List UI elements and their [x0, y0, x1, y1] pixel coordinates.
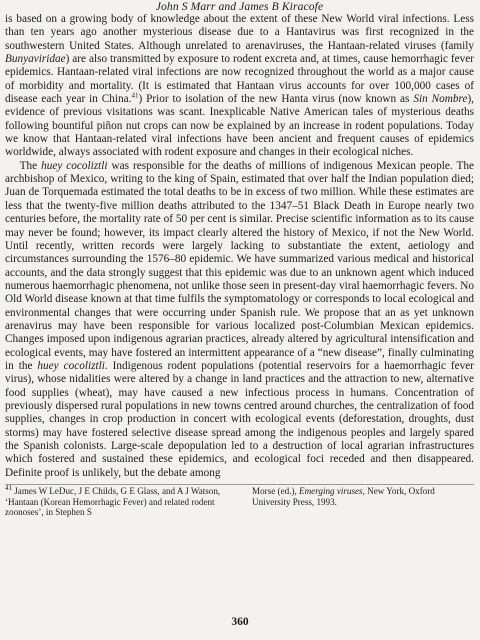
body-text	[5, 13, 474, 480]
footnotes	[5, 484, 474, 518]
paragraph-1: is based on a growing body of knowledge about the extent of these New World viral infections. Less than ten years ago another mysterious disease due to a Hantavirus was first recognized in the southwestern United States. Although unrelated to arenaviruses, the Hantaan-related viruses (family Bunyaviridae) are also transmitted by exposure to rodent excreta and, at times, cause hemorrhagic fever epidemics. Hantaan-related viral infections are now recognized throughout the world as a major cause of morbidity and mortality. (It is estimated that Hantaan virus accounts for over 100,000 cases of disease each year in China.$^{41}$) Prior to isolation of the new Hanta virus (now known as Sin Nombre), evidence of previous visitations was scant. Inexplicable Native American tales of mysterious deaths following bountiful piñon nut crops can now be explained by an increase in rodent populations. Today we know that Hantaan-related viral infections have been ancient and frequent causes of epidemics worldwide, always associated with rodent exposure and changes in their ecological niches.	[5, 13, 474, 159]
page-number: 360	[231, 616, 249, 628]
footnote-41-part-2: Morse (ed.), Emerging viruses, New York, Oxford University Press, 1993.	[252, 486, 435, 507]
footnote-41-part-1: $^{41}$ James W LeDuc, J E Childs, G E Glass, and A J Watson, ‘Hantaan (Korean Hemorrhagic Fever) and related rodent zoonoses’, in Stephen S	[5, 484, 221, 518]
paragraph-2: The huey cocoliztli was responsible for the deaths of millions of indigenous Mexican people. The archbishop of Mexico, writing to the king of Spain, estimated that over half the Indian population died; Juan de Torquemada estimated the total deaths to be in excess of two million. While these estimates are less that the twenty-five million deaths attributed to the 1347–51 Black Death in Europe nearly two centuries before, the mortality rate of 50 per cent is similar. Precise scientific information as to its cause may never be found; however, its impact clearly altered the history of Mexico, if not the New World. Until recently, written records were largely lacking to substantiate the extent, aetiology and circumstances surrounding the 1576–80 epidemic. We have summarized various medical and historical accounts, and the data strongly suggest that this epidemic was due to an unknown agent which induced numerous haemorrhagic phenomena, not unlike those seen in present-day viral haemorrhagic fevers. No Old World disease known at that time fulfils the symptomatology or corresponds to local ecological and environmental changes that were occurring under Spanish rule. We propose that an as yet unknown arenavirus may have been responsible for various localized post-Columbian Mexican epidemics. Changes imposed upon indigenous agrarian practices, already altered by agricultural intensification and ecological events, may have fostered an intermittent appearance of a “new disease”, finally culminating in the huey cocoliztli. Indigenous rodent populations (potential reservoirs for a haemorrhagic fever virus), whose nidalities were altered by a change in land practices and the attraction to new, alternative food supplies (wheat), may have caused a new infectious process in humans. Concentration of previously dispersed rural populations in new towns centred around churches, the centralization of food supplies, changes in crop production in concert with ecological events (deforestation, droughts, dust storms) may have fostered selective disease spread among the indigenous peoples and largely spared the Spanish colonists. Large-scale depopulation led to a destruction of local agrarian infrastructures which fostered and sustained these epidemics, and ecological foci receded and then disappeared. Definite proof is unlikely, but the debate among	[5, 159, 474, 479]
running-head: John S Marr and James B Kiracofe	[155, 0, 324, 13]
